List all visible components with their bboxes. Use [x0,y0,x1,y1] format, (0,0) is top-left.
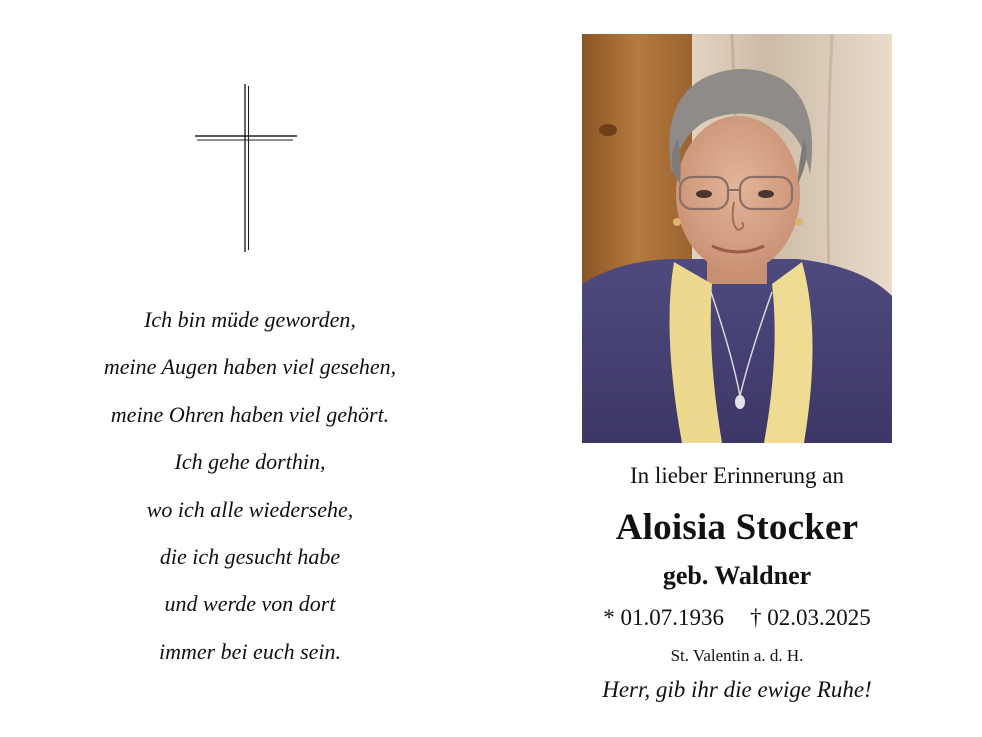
portrait-photo [582,34,892,443]
birth-name: geb. Waldner [662,561,812,590]
prayer: Herr, gib ihr die ewige Ruhe! [602,677,872,702]
poem-line: Ich bin müde geworden, [144,307,356,332]
place: St. Valentin a. d. H. [670,646,804,665]
death-date: † 02.03.2025 [750,605,871,630]
poem-line: wo ich alle wiedersehe, [146,496,354,522]
poem-line: meine Ohren haben viel gehört. [110,401,390,427]
life-dates [560,605,914,631]
memorial-intro: In lieber Erinnerung an [630,463,844,488]
deceased-name: Aloisia Stocker [615,507,859,548]
poem-line: meine Augen haben viel gesehen, [103,354,397,380]
birth-date: * 01.07.1936 [603,605,724,630]
poem-line: und werde von dort [164,591,336,617]
poem-line: immer bei euch sein. [158,638,342,664]
cross-icon [190,82,300,254]
poem-line: Ich gehe dorthin, [174,449,326,475]
poem [40,296,460,675]
poem-line: die ich gesucht habe [159,543,341,569]
